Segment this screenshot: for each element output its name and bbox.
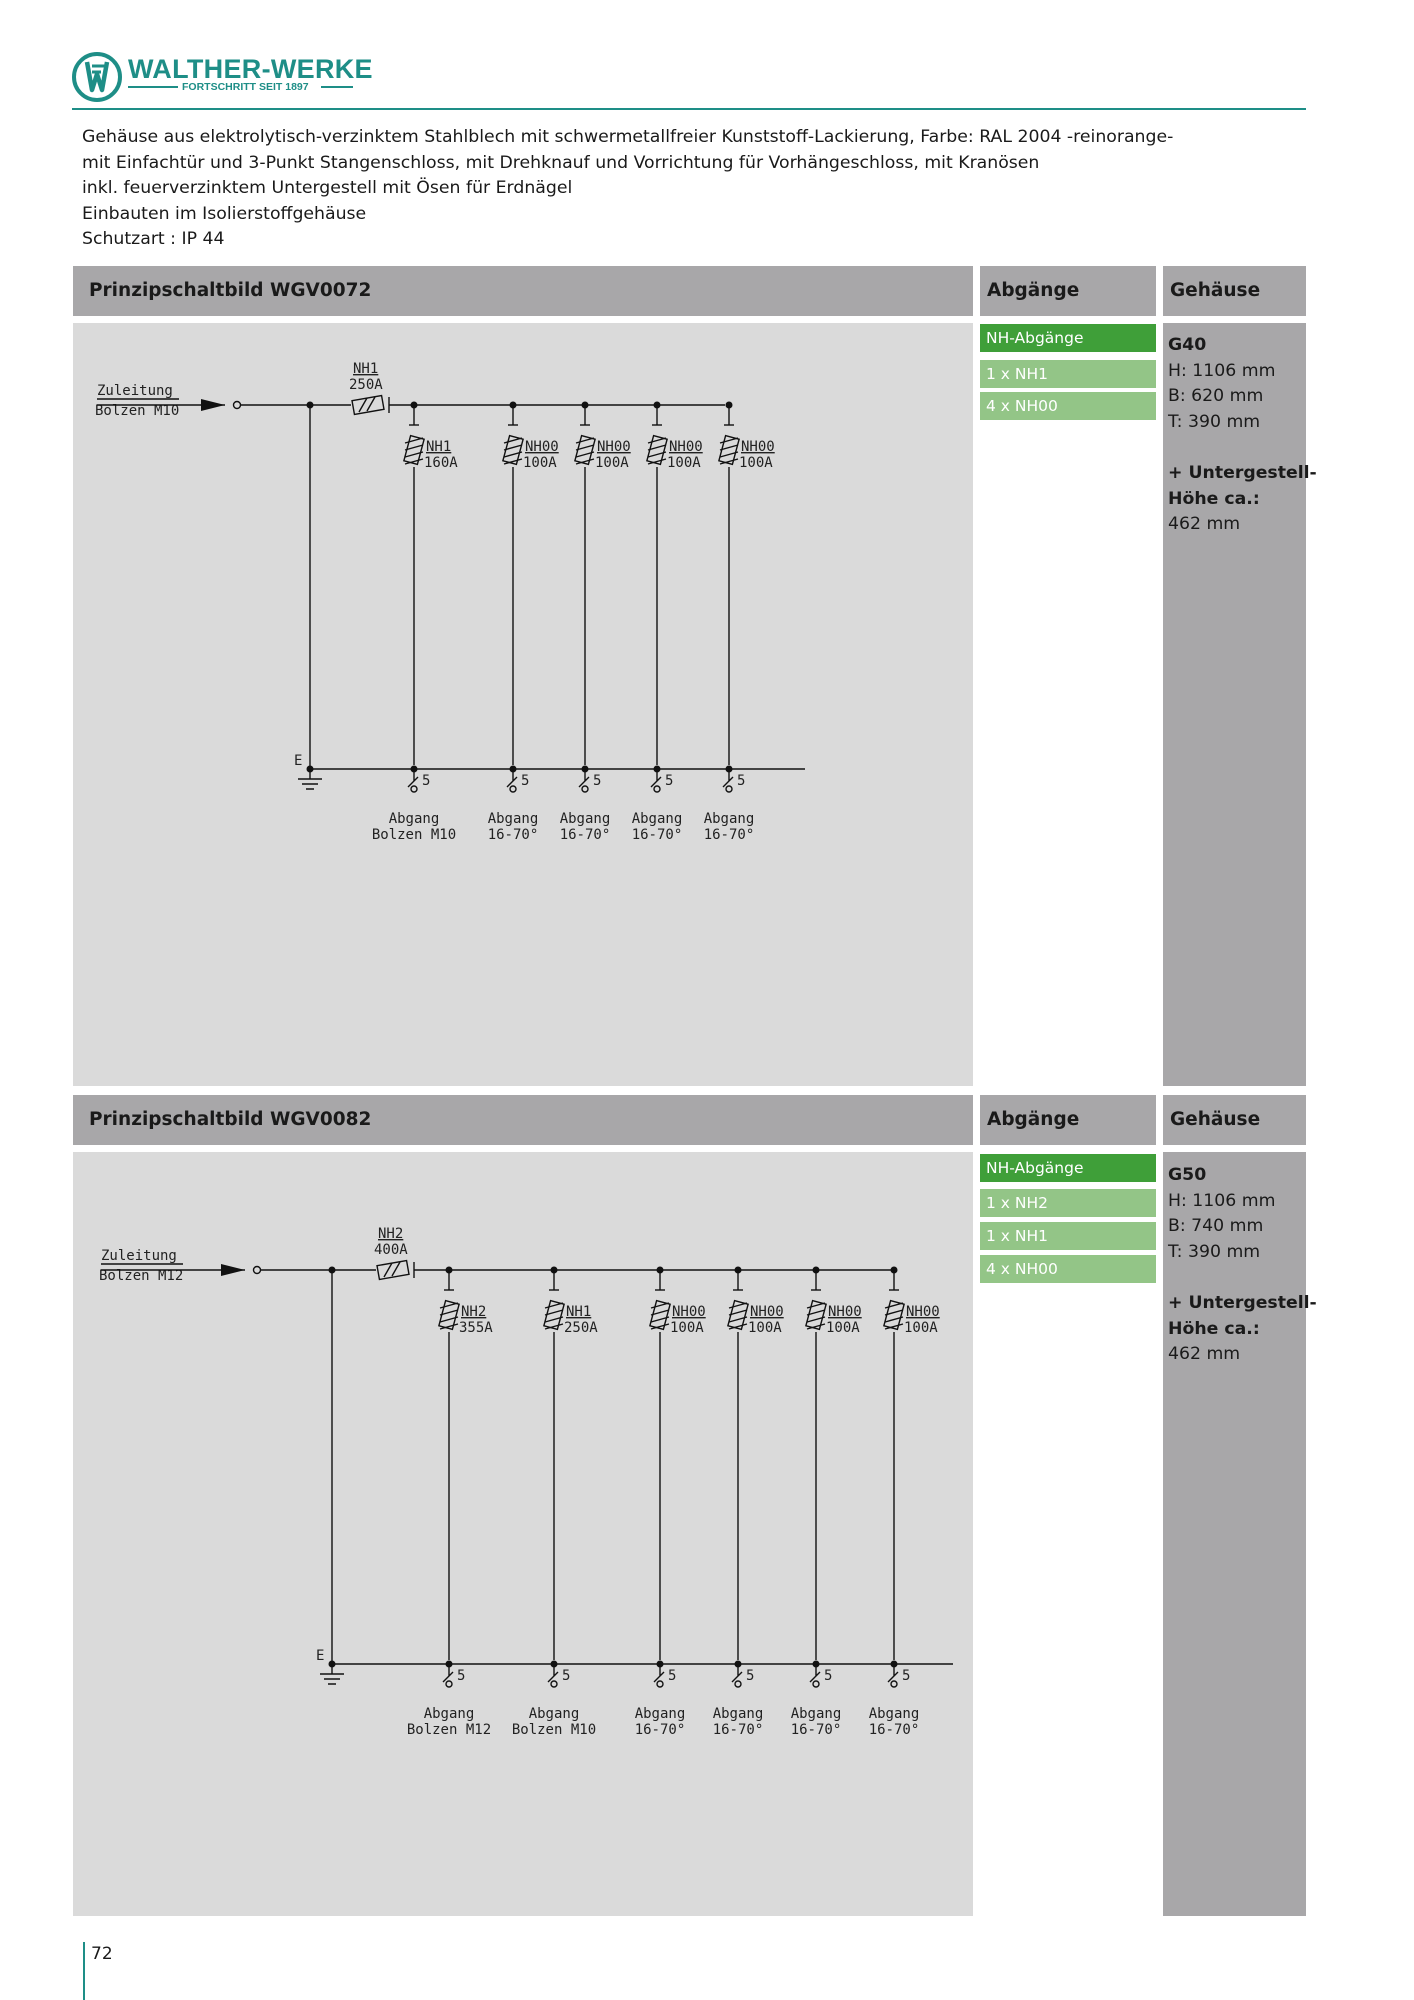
branch-out-label: Abgang <box>388 811 440 827</box>
gehaeuse-depth: T: 390 mm <box>1168 411 1261 432</box>
feed-label: Zuleitung <box>97 383 173 399</box>
schematic-wgv0072 <box>73 323 973 1086</box>
terminal-size: 5 <box>665 773 674 789</box>
branch-out-spec: 16-70° <box>559 827 611 843</box>
branch-out-spec: 16-70° <box>712 1722 764 1738</box>
gehaeuse-extra: + Untergestell- <box>1168 462 1317 483</box>
intro-line: Gehäuse aus elektrolytisch-verzinktem Stahlblech mit schwermetallfreier Kunststoff-Lackierung, Farbe: RAL 2004 -reinorange- <box>82 127 1174 147</box>
terminal-size: 5 <box>668 1668 677 1684</box>
terminal-icon <box>810 1666 820 1682</box>
terminal-ring <box>582 786 588 792</box>
branch-out-label: Abgang <box>423 1706 475 1722</box>
intro-line: Schutzart : IP 44 <box>82 229 225 250</box>
branch-fuse-rating: 160A <box>424 455 458 471</box>
branch-fuse-rating: 100A <box>595 455 629 471</box>
section-2-abgang-item: 4 x NH00 <box>980 1255 1156 1283</box>
terminal-size: 5 <box>562 1668 571 1684</box>
earth-ground-icon <box>320 1664 344 1684</box>
section-2-gehaeuse-header: Gehäuse <box>1163 1095 1306 1145</box>
section-1-title: Prinzipschaltbild WGV0072 <box>73 266 973 316</box>
brand-rule-left <box>128 86 178 88</box>
branch-out-spec: 16-70° <box>631 827 683 843</box>
branch-fuse-rating: 100A <box>667 455 701 471</box>
earth-ground-icon <box>298 769 322 789</box>
terminal-size: 5 <box>593 773 602 789</box>
terminal-icon <box>888 1666 898 1682</box>
gehaeuse-height: H: 1106 mm <box>1168 360 1276 381</box>
branch-out-label: Abgang <box>559 811 611 827</box>
terminal-icon <box>579 771 589 787</box>
terminal-icon <box>507 771 517 787</box>
branch-out-label: Abgang <box>703 811 755 827</box>
intro-line: Einbauten im Isolierstoffgehäuse <box>82 203 367 224</box>
intro-description <box>82 125 1282 253</box>
section-1-gehaeuse-header: Gehäuse <box>1163 266 1306 316</box>
terminal-ring <box>891 1681 897 1687</box>
branch-out-spec: Bolzen M10 <box>371 827 457 843</box>
branch-out-spec: Bolzen M12 <box>406 1722 492 1738</box>
main-fuse-name: NH1 <box>353 361 379 377</box>
branch-out-label: Abgang <box>528 1706 580 1722</box>
branch-fuse-rating: 100A <box>523 455 557 471</box>
terminal-icon <box>732 1666 742 1682</box>
terminal-icon <box>654 1666 664 1682</box>
branch-out-spec: 16-70° <box>634 1722 686 1738</box>
feed-label: Zuleitung <box>101 1248 177 1264</box>
terminal-ring <box>726 786 732 792</box>
feed-arrow-icon <box>201 399 225 411</box>
gehaeuse-extra: Höhe ca.: <box>1168 1318 1260 1339</box>
gehaeuse-height: H: 1106 mm <box>1168 1190 1276 1211</box>
brand-name: WALTHER-WERKE <box>128 54 373 84</box>
section-1-abgang-item: 4 x NH00 <box>980 392 1156 420</box>
terminal-size: 5 <box>457 1668 466 1684</box>
earth-label: E <box>294 753 303 769</box>
branch-out-label: Abgang <box>634 1706 686 1722</box>
section-2-gehaeuse-specs <box>1168 1163 1317 1368</box>
branch-out-label: Abgang <box>487 811 539 827</box>
gehaeuse-extra: 462 mm <box>1168 514 1241 535</box>
terminal-ring <box>657 1681 663 1687</box>
section-2-abgang-item: 1 x NH2 <box>980 1189 1156 1217</box>
section-1-abgang-item: 1 x NH1 <box>980 360 1156 388</box>
gehaeuse-name: G40 <box>1168 335 1207 355</box>
brand-logo <box>72 52 373 104</box>
branch-fuse-name: NH00 <box>741 439 775 455</box>
gehaeuse-width: B: 740 mm <box>1168 1216 1264 1237</box>
gehaeuse-name: G50 <box>1168 1165 1207 1185</box>
feed-terminal <box>254 1267 261 1274</box>
terminal-ring <box>411 786 417 792</box>
branch-out-label: Abgang <box>712 1706 764 1722</box>
branch-out-spec: Bolzen M10 <box>511 1722 597 1738</box>
terminal-icon <box>443 1666 453 1682</box>
main-fuse-icon <box>352 396 384 415</box>
section-2-abgang-item: 1 x NH1 <box>980 1222 1156 1250</box>
branch-fuse-rating: 100A <box>826 1320 860 1336</box>
branch-out-label: Abgang <box>631 811 683 827</box>
main-fuse-icon <box>377 1261 409 1280</box>
header-divider <box>72 108 1306 110</box>
terminal-size: 5 <box>521 773 530 789</box>
feed-label: Bolzen M10 <box>95 403 180 419</box>
section-1-abgaenge-header: Abgänge <box>980 266 1156 316</box>
earth-label: E <box>316 1648 325 1664</box>
branch-fuse-name: NH1 <box>566 1304 592 1320</box>
feed-terminal <box>234 402 241 409</box>
branch-out-label: Abgang <box>790 1706 842 1722</box>
branch-fuse-rating: 100A <box>748 1320 782 1336</box>
page-number: 72 <box>91 1944 113 1964</box>
intro-line: inkl. feuerverzinktem Untergestell mit Ösen für Erdnägel <box>82 178 573 199</box>
branch-out-spec: 16-70° <box>487 827 539 843</box>
main-fuse-rating: 400A <box>374 1242 408 1258</box>
section-1-gehaeuse-specs <box>1168 333 1317 538</box>
branch-out-spec: 16-70° <box>868 1722 920 1738</box>
terminal-size: 5 <box>422 773 431 789</box>
terminal-icon <box>723 771 733 787</box>
branch-fuse-name: NH00 <box>525 439 559 455</box>
gehaeuse-width: B: 620 mm <box>1168 386 1264 407</box>
section-1-abgang-category: NH-Abgänge <box>980 324 1156 352</box>
terminal-ring <box>551 1681 557 1687</box>
terminal-icon <box>408 771 418 787</box>
branch-fuse-name: NH00 <box>828 1304 862 1320</box>
brand-rule-right <box>321 86 353 88</box>
terminal-icon <box>651 771 661 787</box>
section-2-abgang-category: NH-Abgänge <box>980 1154 1156 1182</box>
main-fuse-name: NH2 <box>378 1226 404 1242</box>
gehaeuse-extra: 462 mm <box>1168 1344 1241 1365</box>
section-2-schematic <box>73 1152 973 1916</box>
branch-out-label: Abgang <box>868 1706 920 1722</box>
section-2-abgaenge-header: Abgänge <box>980 1095 1156 1145</box>
terminal-ring <box>446 1681 452 1687</box>
terminal-ring <box>813 1681 819 1687</box>
branch-fuse-rating: 355A <box>459 1320 493 1336</box>
terminal-ring <box>510 786 516 792</box>
branch-fuse-rating: 100A <box>904 1320 938 1336</box>
feed-label: Bolzen M12 <box>99 1268 184 1284</box>
gehaeuse-extra: + Untergestell- <box>1168 1292 1317 1313</box>
branch-fuse-name: NH00 <box>906 1304 940 1320</box>
footer-rule <box>83 1942 85 2000</box>
gehaeuse-extra: Höhe ca.: <box>1168 488 1260 509</box>
terminal-ring <box>735 1681 741 1687</box>
section-1-schematic <box>73 323 973 1086</box>
branch-fuse-rating: 100A <box>739 455 773 471</box>
branch-fuse-name: NH1 <box>426 439 452 455</box>
terminal-icon <box>548 1666 558 1682</box>
section-2-title: Prinzipschaltbild WGV0082 <box>73 1095 973 1145</box>
terminal-size: 5 <box>737 773 746 789</box>
branch-fuse-name: NH00 <box>750 1304 784 1320</box>
branch-fuse-name: NH00 <box>597 439 631 455</box>
schematic-wgv0082 <box>73 1152 973 1916</box>
terminal-ring <box>654 786 660 792</box>
branch-fuse-rating: 250A <box>564 1320 598 1336</box>
feed-arrow-icon <box>221 1264 245 1276</box>
terminal-size: 5 <box>824 1668 833 1684</box>
brand-tagline: FORTSCHRITT SEIT 1897 <box>182 81 309 93</box>
branch-out-spec: 16-70° <box>703 827 755 843</box>
branch-fuse-name: NH00 <box>672 1304 706 1320</box>
branch-out-spec: 16-70° <box>790 1722 842 1738</box>
branch-fuse-rating: 100A <box>670 1320 704 1336</box>
main-fuse-rating: 250A <box>349 377 383 393</box>
terminal-size: 5 <box>902 1668 911 1684</box>
intro-line: mit Einfachtür und 3-Punkt Stangenschloss, mit Drehknauf und Vorrichtung für Vorhängeschloss, mit Kranösen <box>82 152 1040 173</box>
terminal-size: 5 <box>746 1668 755 1684</box>
branch-fuse-name: NH2 <box>461 1304 487 1320</box>
branch-fuse-name: NH00 <box>669 439 703 455</box>
walther-werke-logo-icon <box>72 52 124 104</box>
gehaeuse-depth: T: 390 mm <box>1168 1241 1261 1262</box>
